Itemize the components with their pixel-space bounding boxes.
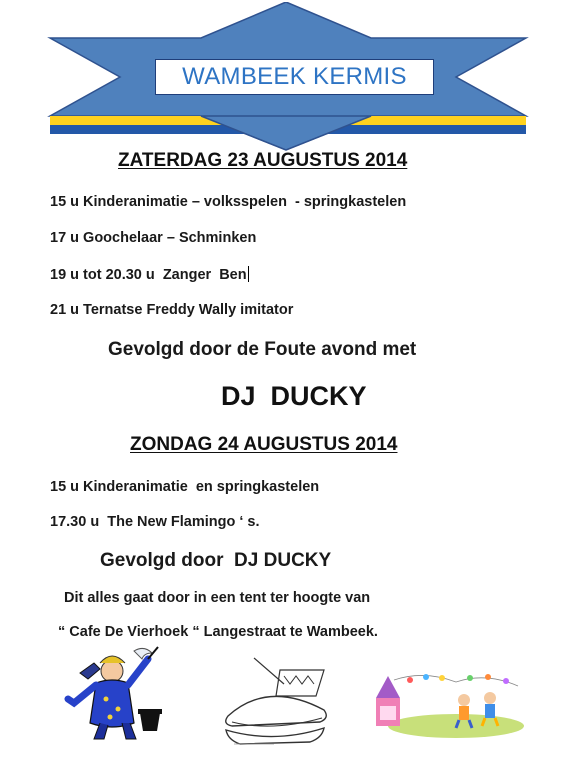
sandwich-icon [214, 654, 344, 749]
saturday-item-2: 17 u Goochelaar – Schminken [50, 230, 257, 246]
sunday-item-1: 15 u Kinderanimatie en springkastelen [50, 479, 320, 495]
saturday-item-3-text: 19 u tot 20.30 u Zanger Ben [50, 267, 247, 283]
sunday-followed: Gevolgd door DJ DUCKY [100, 550, 332, 571]
sunday-item-2: 17.30 u The New Flamingo ‘ s. [50, 514, 260, 530]
saturday-item-3 [50, 266, 249, 283]
saturday-dj: DJ DUCKY [221, 381, 367, 411]
info-line-2: “ Cafe De Vierhoek “ Langestraat te Wambeek. [58, 624, 378, 640]
banner-title: WAMBEEK KERMIS [155, 59, 434, 95]
magician-icon [60, 643, 170, 743]
fairground-icon [366, 668, 524, 740]
saturday-heading: ZATERDAG 23 AUGUSTUS 2014 [118, 150, 408, 171]
saturday-followed: Gevolgd door de Foute avond met [108, 339, 417, 360]
saturday-item-4: 21 u Ternatse Freddy Wally imitator [50, 302, 294, 318]
text-cursor [248, 266, 249, 282]
info-line-1: Dit alles gaat door in een tent ter hoogte van [64, 590, 371, 606]
sunday-heading: ZONDAG 24 AUGUSTUS 2014 [130, 434, 398, 455]
saturday-item-1: 15 u Kinderanimatie – volksspelen - springkastelen [50, 194, 407, 210]
